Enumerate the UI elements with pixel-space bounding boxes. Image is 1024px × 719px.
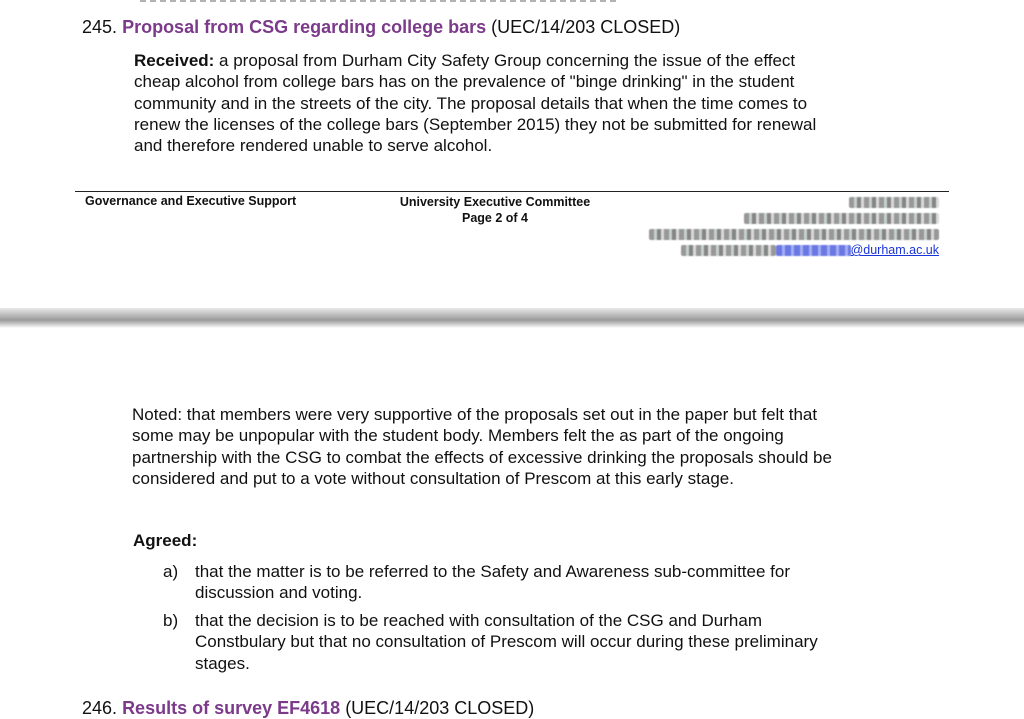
email-domain[interactable]: @durham.ac.uk: [850, 243, 939, 257]
item-title[interactable]: Results of survey EF4618: [122, 698, 341, 718]
redacted-line: [639, 226, 939, 242]
footer-department: Governance and Executive Support: [85, 194, 297, 208]
item-reference: (UEC/14/203 CLOSED): [491, 17, 681, 37]
footer-divider: [75, 191, 949, 192]
item-number: 245.: [82, 17, 118, 37]
list-text: that the decision is to be reached with consultation of the CSG and Durham Constbulary but that no consultation of Prescom will occur during these preliminary stages.: [195, 611, 818, 673]
footer-committee-title: University Executive Committee: [399, 195, 591, 209]
item-246-heading: [82, 697, 534, 719]
page-3-top-section: [0, 328, 1024, 718]
footer-committee: [370, 194, 620, 226]
footer-page-number: Page 2 of 4: [462, 211, 528, 225]
list-marker: b): [163, 611, 179, 630]
item-245-heading: [82, 16, 680, 38]
list-text: that the matter is to be referred to the Safety and Awareness sub-committee for discussion and voting.: [195, 562, 790, 603]
agreed-label: Agreed:: [133, 531, 198, 550]
noted-paragraph: Noted: that members were very supportive of the proposals set out in the paper but felt that some may be unpopular with the student body. Members felt the as part of the ongoing partnership with the CSG to combat the effects of excessive drinking the proposals should be considered and put to a vote without consultation of Prescom at this early stage.: [132, 405, 832, 488]
item-number: 246.: [82, 698, 118, 718]
received-text: a proposal from Durham City Safety Group concerning the issue of the effect cheap alcohol from college bars has on the prevalence of "binge drinking" in the student community and in the streets of the city. The proposal details that when the time comes to renew the licenses of the college bars (September 2015) they not be submitted for renewal and therefore rendered unable to serve alcohol.: [134, 51, 817, 156]
footer-email[interactable]: [639, 242, 939, 258]
cut-off-text-line: [140, 0, 620, 2]
footer-contact: [639, 194, 939, 258]
page-2-bottom-section: [0, 0, 1024, 308]
received-paragraph: [134, 50, 834, 156]
received-label: Received:: [134, 51, 215, 70]
item-reference: (UEC/14/203 CLOSED): [345, 698, 535, 718]
page-separator: [0, 308, 1024, 328]
redacted-line: [639, 210, 939, 226]
redacted-line: [639, 194, 939, 210]
list-marker: a): [163, 562, 179, 581]
item-title[interactable]: Proposal from CSG regarding college bars: [122, 17, 487, 37]
